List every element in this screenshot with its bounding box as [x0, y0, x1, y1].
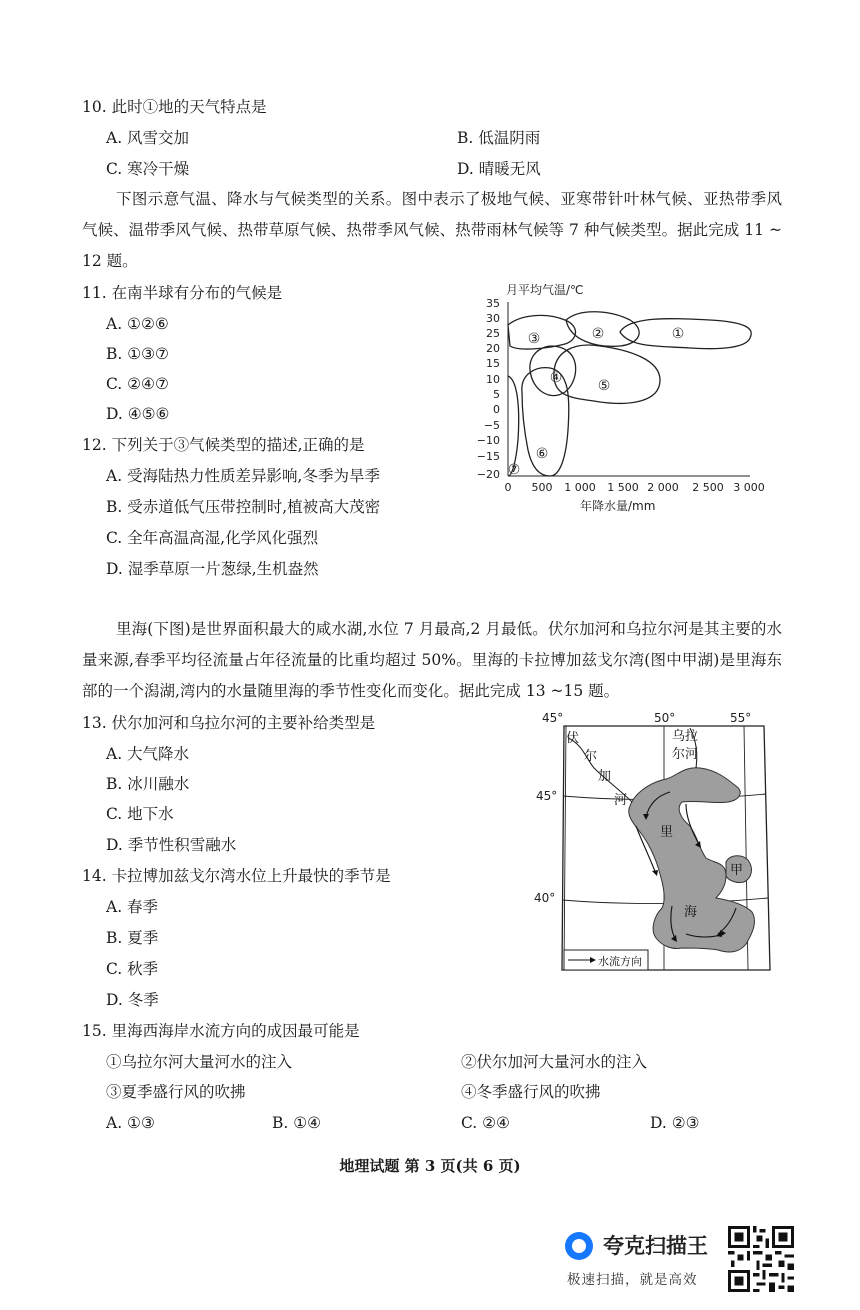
region-3-outline	[508, 315, 576, 349]
y-tick: −15	[476, 450, 500, 463]
climate-chart	[470, 280, 770, 520]
q11-stem: 11. 在南半球有分布的气候是	[82, 284, 283, 302]
x-tick: 1 500	[607, 481, 639, 494]
volga-label: 河	[614, 793, 628, 808]
q15-option-a: A. ①③	[106, 1114, 155, 1132]
q13-option-d: D. 季节性积雪融水	[106, 836, 237, 854]
q13-option-a: A. 大气降水	[106, 745, 190, 763]
volga-label: 加	[598, 769, 612, 784]
y-tick: 0	[493, 403, 500, 416]
qr-code-icon	[728, 1226, 794, 1292]
y-tick: 20	[486, 342, 500, 355]
brand-name: 夸克扫描王	[603, 1234, 708, 1258]
map-legend	[564, 950, 648, 970]
x-tick: 500	[531, 481, 553, 494]
chart-ylabel: 月平均气温/℃	[506, 283, 584, 297]
x-tick: 1 000	[564, 481, 596, 494]
lagoon-label: 甲	[730, 863, 744, 878]
q15-statement-4: ④冬季盛行风的吹拂	[461, 1083, 601, 1101]
q10-option-a: A. 风雪交加	[106, 129, 190, 147]
q12-option-d: D. 湿季草原一片葱绿,生机盎然	[106, 560, 319, 578]
q14-option-b: B. 夏季	[106, 929, 159, 947]
q15-statement-2: ②伏尔加河大量河水的注入	[461, 1053, 648, 1071]
y-tick: −5	[483, 419, 500, 432]
q14-option-a: A. 春季	[106, 898, 159, 916]
caspian-sea-map	[530, 708, 780, 978]
y-tick: 30	[486, 312, 500, 325]
q15-statement-1: ①乌拉尔河大量河水的注入	[106, 1053, 293, 1071]
region-label-7: ⑦	[507, 462, 521, 478]
y-tick: −20	[476, 468, 500, 481]
x-tick: 0	[504, 481, 512, 494]
q11-option-b: B. ①③⑦	[106, 345, 169, 363]
lon-label-45: 45°	[542, 711, 564, 725]
region-label-5: ⑤	[597, 378, 611, 394]
y-tick-labels	[477, 297, 500, 481]
x-tick: 2 000	[647, 481, 679, 494]
y-tick: 10	[486, 373, 500, 386]
q12-stem: 12. 下列关于③气候类型的描述,正确的是	[82, 436, 365, 454]
q15-stem: 15. 里海西海岸水流方向的成因最可能是	[82, 1022, 360, 1040]
region-label-2: ②	[591, 326, 605, 342]
page-footer: 地理试题 第 3 页(共 6 页)	[339, 1157, 521, 1175]
y-tick: 35	[486, 297, 500, 310]
y-tick: 5	[493, 388, 500, 401]
q15-statement-3: ③夏季盛行风的吹拂	[106, 1083, 246, 1101]
q11-option-a: A. ①②⑥	[106, 315, 169, 333]
q11-option-c: C. ②④⑦	[106, 375, 169, 393]
q13-stem: 13. 伏尔加河和乌拉尔河的主要补给类型是	[82, 714, 376, 732]
q15-option-d: D. ②③	[650, 1114, 700, 1132]
q15-option-b: B. ①④	[272, 1114, 322, 1132]
q13-option-c: C. 地下水	[106, 805, 174, 823]
q12-option-b: B. 受赤道低气压带控制时,植被高大茂密	[106, 498, 381, 516]
volga-label: 伏	[566, 731, 580, 746]
legend-label: 水流方向	[598, 955, 642, 968]
q10-option-d: D. 晴暖无风	[457, 160, 541, 178]
x-tick-labels	[505, 481, 765, 494]
q14-option-d: D. 冬季	[106, 991, 159, 1009]
q12-option-a: A. 受海陆热力性质差异影响,冬季为旱季	[106, 467, 380, 485]
x-tick: 2 500	[692, 481, 724, 494]
region-label-3: ③	[527, 331, 541, 347]
x-tick: 3 000	[733, 481, 765, 494]
y-tick: −10	[476, 434, 500, 447]
region-label-6: ⑥	[535, 446, 549, 462]
lat-label-45: 45°	[536, 789, 558, 803]
ural-label: 尔河	[672, 747, 699, 762]
brand-slogan: 极速扫描，就是高效	[567, 1272, 698, 1288]
q10-option-c: C. 寒冷干燥	[106, 160, 190, 178]
sea-label-hai: 海	[684, 905, 698, 920]
ural-label: 乌拉	[672, 729, 699, 744]
q11-option-d: D. ④⑤⑥	[106, 405, 170, 423]
volga-label: 尔	[584, 749, 598, 764]
lon-label-50: 50°	[654, 711, 676, 725]
chart-xlabel: 年降水量/mm	[580, 499, 656, 513]
q10-stem: 10. 此时①地的天气特点是	[82, 98, 267, 116]
q14-stem: 14. 卡拉博加兹戈尔湾水位上升最快的季节是	[82, 867, 391, 885]
quark-logo-icon	[565, 1232, 593, 1260]
y-tick: 15	[486, 357, 500, 370]
sea-label-li: 里	[660, 825, 674, 840]
region-7-outline	[508, 376, 519, 476]
q10-option-b: B. 低温阴雨	[457, 129, 541, 147]
region-label-1: ①	[671, 326, 685, 342]
q12-option-c: C. 全年高温高湿,化学风化强烈	[106, 529, 319, 547]
q14-option-c: C. 秋季	[106, 960, 159, 978]
region-5-outline	[554, 345, 660, 403]
intro-13-15: 里海(下图)是世界面积最大的咸水湖,水位 7 月最高,2 月最低。伏尔加河和乌拉尔河是其主要的水量来源,春季平均径流量占年径流量的比重均超过 50%。里海的卡拉博加兹戈尔湾(图中甲湖)是里海东部的一个潟湖,湾内的水量随里海的季节性变化而变化。据此完成 13 ~15 题。	[82, 620, 782, 700]
lon-label-55: 55°	[730, 711, 752, 725]
q15-option-c: C. ②④	[461, 1114, 510, 1132]
region-label-4: ④	[549, 370, 563, 386]
lat-label-40: 40°	[534, 891, 556, 905]
y-tick: 25	[486, 327, 500, 340]
q13-option-b: B. 冰川融水	[106, 775, 190, 793]
intro-11-12: 下图示意气温、降水与气候类型的关系。图中表示了极地气候、亚寒带针叶林气候、亚热带季风气候、温带季风气候、热带草原气候、热带季风气候、热带雨林气候等 7 种气候类型。据此完成 11 ~ 12 题。	[82, 190, 782, 270]
